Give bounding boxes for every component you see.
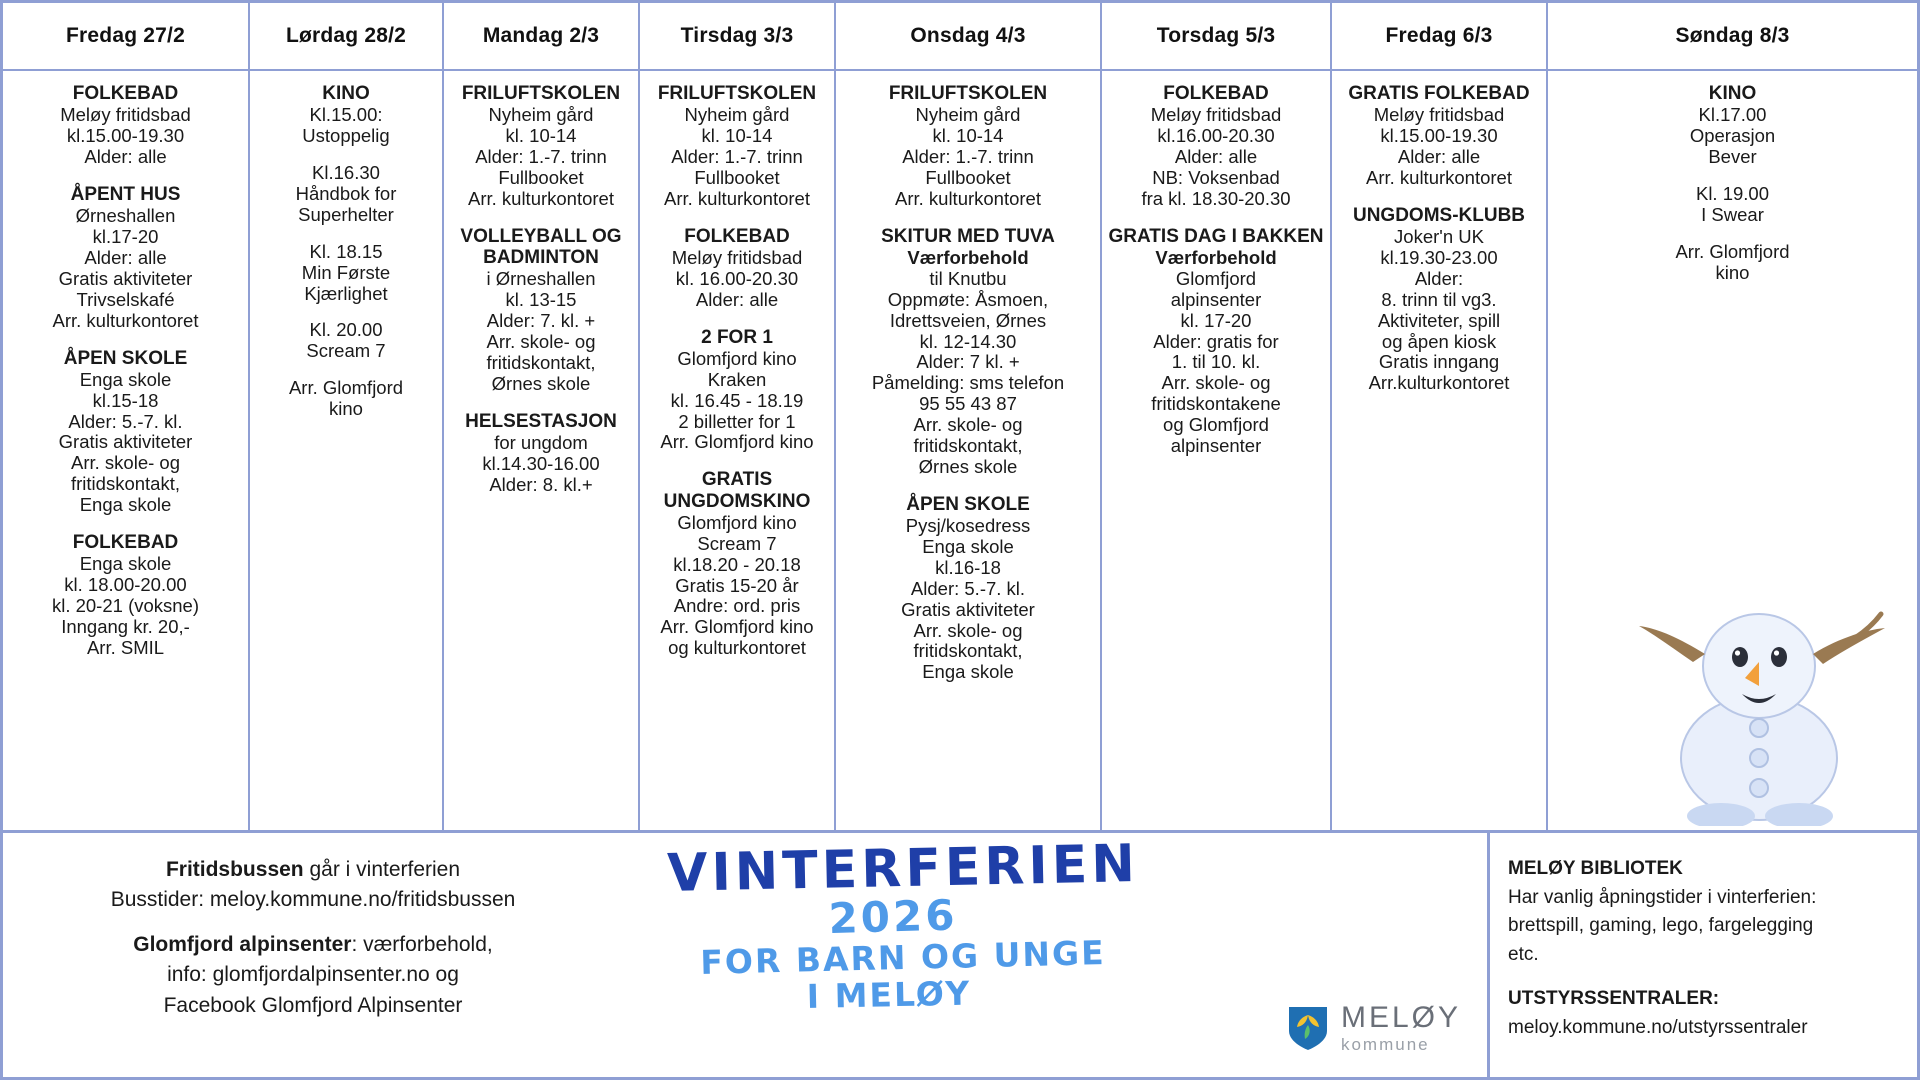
event-line: Alder: alle — [1397, 146, 1481, 168]
event-title: FOLKEBAD — [684, 225, 790, 247]
event-line: og kulturkontoret — [668, 637, 806, 659]
event-line: Ørneshallen — [75, 205, 176, 227]
fritidsbussen-text: går i vinterferien — [303, 858, 461, 881]
event-line: 1. til 10. kl. — [1171, 351, 1261, 373]
event-title: ÅPENT HUS — [70, 183, 181, 205]
event-line: Idrettsveien, Ørnes — [889, 309, 1047, 331]
day-header: Lørdag 28/2 — [250, 3, 442, 71]
event-line: kl.15-18 — [92, 389, 159, 411]
event-line: kl. 10-14 — [505, 125, 577, 147]
day-events — [1102, 71, 1330, 465]
day-events — [444, 71, 638, 504]
event-line: Kraken — [707, 368, 767, 390]
day-column-fredag-27-2 — [3, 3, 250, 830]
title-line-1: VINTERFERIEN — [666, 834, 1140, 904]
fritidsbussen-label: Fritidsbussen — [165, 858, 304, 881]
event-line: Arr. skole- og — [1161, 372, 1271, 394]
event-line: Alder: 1.-7. trinn — [475, 146, 607, 168]
bibliotek-info — [1508, 855, 1901, 969]
alpinsenter-info — [21, 930, 605, 1021]
event-line: kl. 17-20 — [1180, 309, 1252, 331]
event-line: Kl. 20.00 — [309, 319, 383, 341]
utstyrssentraler-url[interactable]: meloy.kommune.no/utstyrssentraler — [1508, 1016, 1808, 1038]
event-subtitle: Værforbehold — [907, 246, 1029, 268]
event-line: Alder: alle — [1174, 146, 1258, 168]
event-line: Kl.16.30 — [312, 162, 380, 184]
event-line: Bever — [1708, 146, 1757, 168]
event-line: Operasjon — [1689, 125, 1776, 147]
event-item — [256, 378, 436, 420]
utstyrssentraler-heading: UTSTYRSSENTRALER: — [1508, 988, 1720, 1009]
event-line: for ungdom — [494, 431, 588, 453]
event-title: UNGDOMS-KLUBB — [1352, 204, 1526, 226]
day-events — [1548, 71, 1917, 308]
event-item — [646, 83, 828, 210]
event-line: Arr. skole- og — [913, 619, 1023, 641]
event-line: Superhelter — [298, 203, 394, 225]
bibliotek-line: brettspill, gaming, lego, fargelegging — [1508, 915, 1814, 936]
event-line: Joker'n UK — [1394, 226, 1484, 248]
event-line: i Ørneshallen — [486, 268, 596, 290]
day-column-sondag-8-3 — [1548, 3, 1917, 830]
event-item — [842, 494, 1094, 683]
event-line: kl.19.30-23.00 — [1380, 246, 1498, 268]
event-line: Enga skole — [79, 368, 172, 390]
event-subtitle: Værforbehold — [1155, 246, 1277, 268]
day-column-tirsdag-3-3 — [640, 3, 836, 830]
event-line: fra kl. 18.30-20.30 — [1141, 187, 1291, 209]
event-line: Arr. skole- og — [913, 414, 1023, 436]
event-line: Arr. SMIL — [86, 636, 165, 658]
event-line: kl. 10-14 — [932, 125, 1004, 147]
event-line: Meløy fritidsbad — [1150, 104, 1282, 126]
event-line: kino — [1715, 261, 1750, 283]
event-line: kino — [329, 398, 363, 420]
event-line: Alder: 5.-7. kl. — [68, 410, 183, 432]
event-line: NB: Voksenbad — [1152, 166, 1280, 188]
day-column-mandag-2-3 — [444, 3, 640, 830]
event-title: FRILUFTSKOLEN — [461, 83, 621, 104]
event-title: HELSESTASJON — [465, 410, 617, 432]
fritidsbussen-info — [21, 855, 605, 916]
day-header: Tirsdag 3/3 — [640, 3, 834, 71]
event-item — [256, 83, 436, 147]
event-line: I Swear — [1701, 203, 1764, 225]
event-line: kl.18.20 - 20.18 — [673, 553, 801, 575]
day-events — [836, 71, 1100, 691]
event-line: Enga skole — [922, 535, 1014, 557]
event-line: Nyheim gård — [915, 104, 1021, 126]
event-line: Trivselskafé — [76, 288, 175, 310]
day-events — [640, 71, 834, 667]
event-title: VOLLEYBALL OG BADMINTON — [460, 225, 622, 268]
event-line: Alder: — [1414, 267, 1464, 289]
day-events — [3, 71, 248, 667]
event-line: Alder: 1.-7. trinn — [902, 146, 1034, 168]
event-line: kl.14.30-16.00 — [482, 452, 600, 474]
event-line: kl. 16.00-20.30 — [675, 267, 799, 289]
event-line: Enga skole — [79, 553, 172, 575]
event-title: ÅPEN SKOLE — [906, 493, 1030, 515]
event-line: Alder: alle — [695, 288, 779, 310]
shield-icon — [1285, 1003, 1331, 1053]
day-column-torsdag-5-3 — [1102, 3, 1332, 830]
event-title: FRILUFTSKOLEN — [888, 83, 1048, 104]
event-line: kl.17-20 — [92, 226, 159, 248]
event-line: Arr. kulturkontoret — [894, 187, 1041, 209]
event-item — [256, 163, 436, 226]
event-title: FOLKEBAD — [72, 83, 179, 104]
event-line: alpinsenter — [1170, 435, 1262, 456]
event-line: Arr. kulturkontoret — [1365, 166, 1512, 188]
fritidsbussen-line — [21, 855, 605, 885]
day-events — [250, 71, 442, 428]
event-item — [450, 226, 632, 395]
event-line: Alder: alle — [84, 146, 167, 168]
event-line: Nyheim gård — [684, 104, 790, 126]
event-line: Scream 7 — [697, 532, 777, 554]
event-line: Enga skole — [922, 661, 1014, 683]
event-line: fritidskontakene — [1151, 393, 1281, 415]
event-line: Håndbok for — [295, 182, 397, 204]
footer-info-left — [3, 833, 623, 1077]
event-item — [1554, 242, 1911, 284]
event-line: Glomfjord — [1175, 267, 1257, 289]
poster-footer — [3, 830, 1917, 1077]
event-item — [256, 242, 436, 305]
event-line: Scream 7 — [306, 340, 386, 362]
event-line: Meløy fritidsbad — [671, 246, 803, 268]
event-line: kl. 18.00-20.00 — [64, 574, 187, 596]
event-line: Arr. kulturkontoret — [467, 187, 614, 209]
event-line: fritidskontakt, — [913, 435, 1023, 456]
event-title: KINO — [322, 83, 370, 104]
event-line: Ørnes skole — [491, 372, 591, 394]
event-item — [646, 226, 828, 311]
event-line: kl.15.00-19.30 — [1380, 125, 1498, 147]
alpinsenter-url[interactable]: info: glomfjordalpinsenter.no og — [167, 963, 459, 987]
event-line: Glomfjord kino — [677, 347, 797, 369]
event-item — [646, 469, 828, 659]
event-item — [646, 327, 828, 454]
event-line: Andre: ord. pris — [673, 595, 801, 617]
day-header: Onsdag 4/3 — [836, 3, 1100, 71]
event-line: 2 billetter for 1 — [678, 410, 796, 432]
event-line: kl. 10-14 — [701, 125, 773, 147]
event-line: Påmelding: sms telefon — [871, 372, 1065, 394]
event-line: Arr.kulturkontoret — [1368, 372, 1510, 394]
event-item — [1108, 83, 1324, 210]
day-header: Torsdag 5/3 — [1102, 3, 1330, 71]
event-line: Alder: gratis for — [1153, 330, 1279, 352]
day-column-fredag-6-3 — [1332, 3, 1548, 830]
event-line: Arr. Glomfjord — [1675, 240, 1790, 262]
event-line: Arr. skole- og — [486, 330, 596, 352]
event-item — [842, 83, 1094, 210]
event-line: Alder: 1.-7. trinn — [671, 146, 803, 168]
event-line: kl. 12-14.30 — [919, 330, 1017, 352]
event-line: Glomfjord kino — [677, 511, 797, 533]
event-line: Arr. skole- og — [71, 452, 180, 474]
event-line: Kl.17.00 — [1698, 104, 1767, 126]
event-title: 2 FOR 1 — [701, 326, 773, 348]
event-title: FRILUFTSKOLEN — [657, 83, 817, 104]
event-line: Gratis 15-20 år — [675, 574, 799, 596]
event-title: KINO — [1708, 83, 1757, 104]
event-line: Inngang kr. 20,- — [61, 615, 190, 637]
event-line: Enga skole — [79, 494, 172, 516]
event-line: og Glomfjord — [1163, 414, 1269, 436]
event-item — [256, 320, 436, 362]
logo-name: MELØY — [1340, 1001, 1461, 1034]
event-line: og åpen kiosk — [1381, 330, 1497, 352]
event-line: fritidskontakt, — [913, 640, 1023, 662]
event-line: Gratis aktiviteter — [58, 431, 193, 453]
event-line: Arr. Glomfjord kino — [660, 431, 814, 453]
event-line: Kl. 18.15 — [309, 240, 383, 262]
bibliotek-line: Har vanlig åpningstider i vinterferien: — [1508, 886, 1817, 908]
event-item — [1338, 205, 1540, 394]
bibliotek-line: etc. — [1508, 943, 1539, 965]
event-item — [9, 348, 242, 517]
event-line: Pysj/kosedress — [905, 515, 1031, 537]
title-line-2: 2026 — [827, 890, 959, 944]
event-line: Kl. 19.00 — [1695, 182, 1770, 204]
event-line: kl. 20-21 (voksne) — [51, 595, 200, 617]
logo-text — [1341, 1003, 1461, 1053]
event-line: kl. 16.45 - 18.19 — [670, 389, 804, 411]
event-line: Ørnes skole — [918, 455, 1018, 477]
event-line: Gratis aktiviteter — [58, 267, 193, 289]
event-line: Ustoppelig — [302, 125, 390, 147]
event-line: Min Første — [301, 261, 391, 283]
event-line: fritidskontakt, — [486, 351, 596, 373]
alpinsenter-label: Glomfjord alpinsenter — [133, 932, 352, 956]
event-line: til Knutbu — [929, 267, 1007, 289]
title-line-4: I MELØY — [806, 973, 972, 1017]
event-line: Alder: 7 kl. + — [916, 351, 1020, 373]
event-title: GRATIS FOLKEBAD — [1348, 83, 1530, 104]
day-header: Fredag 6/3 — [1332, 3, 1546, 71]
event-item — [450, 411, 632, 496]
event-title: GRATIS DAG I BAKKEN — [1108, 225, 1324, 247]
day-header: Fredag 27/2 — [3, 3, 248, 71]
fritidsbussen-url[interactable]: Busstider: meloy.kommune.no/fritidsbussen — [110, 888, 516, 912]
snowman-illustration — [1609, 526, 1909, 826]
event-title: FOLKEBAD — [1163, 83, 1269, 104]
event-line: Arr. Glomfjord — [288, 377, 404, 399]
title-line-3: FOR BARN OG UNGE — [699, 933, 1107, 983]
event-line: kl. 13-15 — [505, 289, 577, 311]
event-item — [9, 83, 242, 168]
event-line: Alder: 5.-7. kl. — [910, 577, 1026, 599]
event-line: fritidskontakt, — [71, 473, 180, 495]
poster-title — [623, 834, 1183, 1017]
event-line: Nyheim gård — [488, 104, 594, 126]
meloy-kommune-logo — [1285, 1003, 1461, 1053]
footer-info-right — [1487, 833, 1917, 1077]
event-line: Meløy fritidsbad — [60, 104, 191, 126]
event-item — [842, 226, 1094, 478]
bibliotek-heading: MELØY BIBLIOTEK — [1508, 858, 1683, 879]
event-item — [450, 83, 632, 210]
day-column-lordag-28-2 — [250, 3, 444, 830]
day-column-onsdag-4-3 — [836, 3, 1102, 830]
event-line: Kl.15.00: — [309, 104, 383, 126]
event-title: SKITUR MED TUVA — [881, 225, 1055, 247]
event-line: Alder: alle — [84, 246, 167, 268]
event-line: Fullbooket — [498, 166, 584, 188]
footer-title-area — [623, 833, 1487, 1077]
event-item — [1554, 184, 1911, 226]
day-header: Søndag 8/3 — [1548, 3, 1917, 71]
event-line: Fullbooket — [694, 166, 780, 188]
event-line: Alder: 8. kl.+ — [489, 473, 593, 495]
event-line: Alder: 7. kl. + — [486, 310, 596, 332]
event-line: Meløy fritidsbad — [1373, 104, 1505, 126]
event-line: Arr. Glomfjord kino — [660, 616, 814, 638]
event-item — [9, 532, 242, 659]
event-line: Arr. kulturkontoret — [663, 187, 810, 209]
event-item — [1108, 226, 1324, 457]
logo-subtitle: kommune — [1340, 1035, 1430, 1054]
event-line: Kjærlighet — [304, 282, 388, 304]
event-title: GRATIS UNGDOMSKINO — [663, 469, 811, 512]
event-line: 95 55 43 87 — [919, 393, 1017, 415]
day-header: Mandag 2/3 — [444, 3, 638, 71]
event-line: Gratis inngang — [1378, 351, 1500, 373]
event-line: Gratis aktiviteter — [901, 598, 1035, 620]
activity-calendar — [3, 3, 1917, 830]
event-line: kl.16-18 — [935, 556, 1001, 578]
alpinsenter-text: : værforbehold, — [351, 932, 493, 956]
event-line: Arr. kulturkontoret — [52, 309, 199, 331]
event-item — [1338, 83, 1540, 189]
event-item — [1554, 83, 1911, 168]
event-title: ÅPEN SKOLE — [63, 347, 188, 369]
alpinsenter-line — [21, 930, 605, 960]
day-events — [1332, 71, 1546, 402]
event-title: FOLKEBAD — [72, 532, 179, 554]
event-line: Oppmøte: Åsmoen, — [887, 288, 1049, 310]
utstyrssentraler-info — [1508, 985, 1901, 1042]
event-line: Fullbooket — [925, 166, 1011, 188]
event-line: kl.15.00-19.30 — [66, 125, 185, 147]
event-line: Aktiviteter, spill — [1377, 309, 1501, 331]
alpinsenter-facebook[interactable]: Facebook Glomfjord Alpinsenter — [163, 993, 463, 1017]
event-item — [9, 184, 242, 332]
event-line: 8. trinn til vg3. — [1381, 288, 1497, 310]
event-line: alpinsenter — [1170, 288, 1262, 310]
event-line: kl.16.00-20.30 — [1157, 125, 1275, 147]
